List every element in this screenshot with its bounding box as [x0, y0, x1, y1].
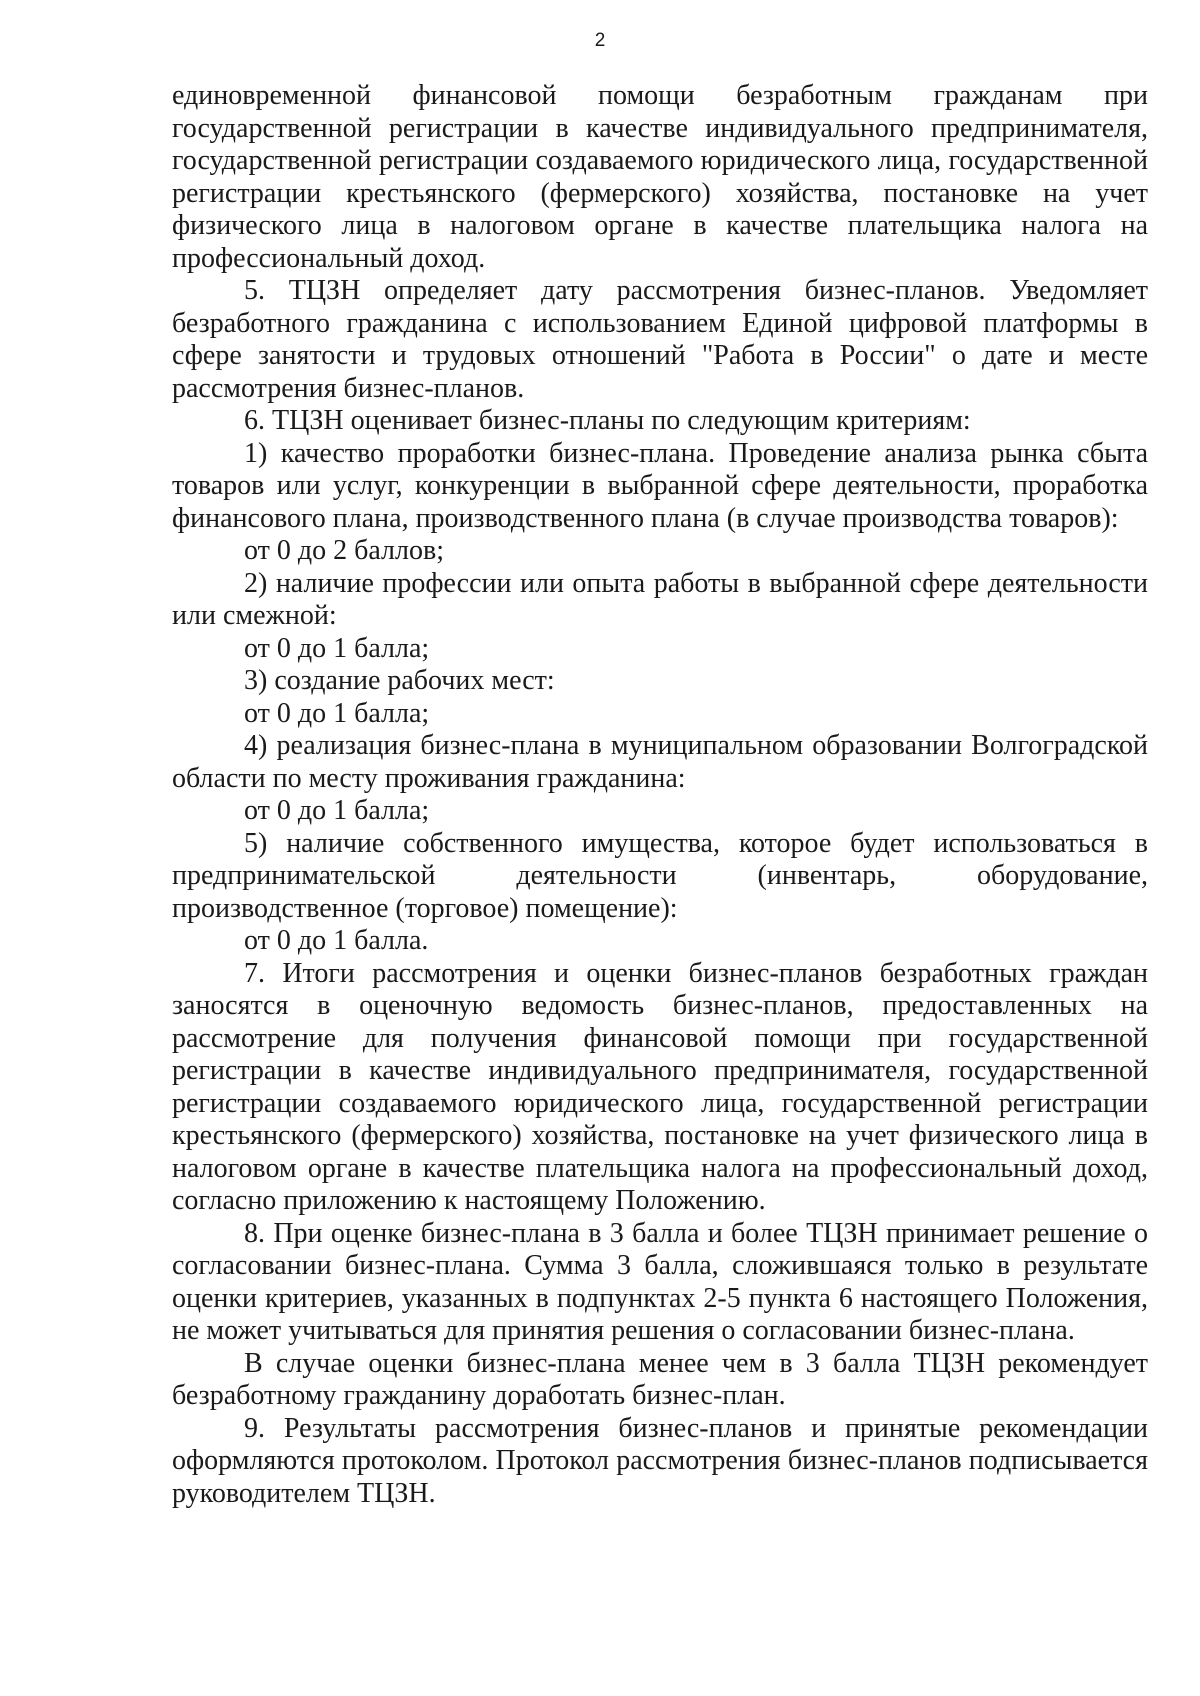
criterion-5: 5) наличие собственного имущества, которое будет использоваться в предпринимательской деятельности (инвентарь, оборудование, производственное (торговое) помещение): [172, 827, 1148, 924]
paragraph-item-5: 5. ТЦЗН определяет дату рассмотрения бизнес-планов. Уведомляет безработного гражданина с использованием Единой цифровой платформы в сфере занятости и трудовых отношений "Работа в России" о дате и месте рассмотрения бизнес-планов. [172, 275, 1148, 404]
criterion-5-score: от 0 до 1 балла. [244, 925, 429, 956]
paragraph-item-7: 7. Итоги рассмотрения и оценки бизнес-планов безработных граждан заносятся в оценочную ведомость бизнес-планов, предоставленных на рассмотрение для получения финансовой помощи при государственной регистрации в качестве индивидуального предпринимателя, государственной регистрации создаваемого юридического лица, государственной регистрации крестьянского (фермерского) хозяйства, постановке на учет физического лица в налоговом органе в качестве плательщика налога на профессиональный доход, согласно приложению к настоящему Положению. [172, 957, 1148, 1216]
paragraph-item-6: 6. ТЦЗН оценивает бизнес-планы по следующим критериям: [244, 405, 971, 436]
paragraph-item-8: 8. При оценке бизнес-плана в 3 балла и более ТЦЗН принимает решение о согласовании бизнес-плана. Сумма 3 балла, сложившаяся только в результате оценки критериев, указанных в подпунктах 2-5 пункта 6 настоящего Положения, не может учитываться для принятия решения о согласовании бизнес-плана. [172, 1217, 1148, 1346]
criterion-4-score: от 0 до 1 балла; [244, 795, 430, 826]
page-number: 2 [594, 30, 606, 51]
paragraph-item-9: 9. Результаты рассмотрения бизнес-планов и принятые рекомендации оформляются протоколом. Протокол рассмотрения бизнес-планов подписывается руководителем ТЦЗН. [172, 1412, 1148, 1509]
criterion-4: 4) реализация бизнес-плана в муниципальном образовании Волгоградской области по месту проживания гражданина: [172, 730, 1148, 794]
criterion-2-score: от 0 до 1 балла; [244, 632, 430, 664]
paragraph-item-8-recommendation: В случае оценки бизнес-плана менее чем в 3 балла ТЦЗН рекомендует безработному гражданину доработать бизнес-план. [172, 1347, 1148, 1411]
criterion-2: 2) наличие профессии или опыта работы в выбранной сфере деятельности или смежной: [172, 567, 1148, 631]
paragraph-continuation: единовременной финансовой помощи безработным гражданам при государственной регистрации в качестве индивидуального предпринимателя, государственной регистрации создаваемого юридического лица, государственной регистрации крестьянского (фермерского) хозяйства, постановке на учет физического лица в налоговом органе в качестве плательщика налога на профессиональный доход. [172, 80, 1148, 274]
criterion-1-score: от 0 до 2 баллов; [244, 535, 444, 566]
criterion-3-score: от 0 до 1 балла; [244, 697, 430, 729]
criterion-3: 3) создание рабочих мест: [244, 665, 555, 696]
document-body [172, 80, 1148, 1510]
criterion-1: 1) качество проработки бизнес-плана. Проведение анализа рынка сбыта товаров или услуг, конкуренции в выбранной сфере деятельности, проработка финансового плана, производственного плана (в случае производства товаров): [172, 437, 1148, 534]
